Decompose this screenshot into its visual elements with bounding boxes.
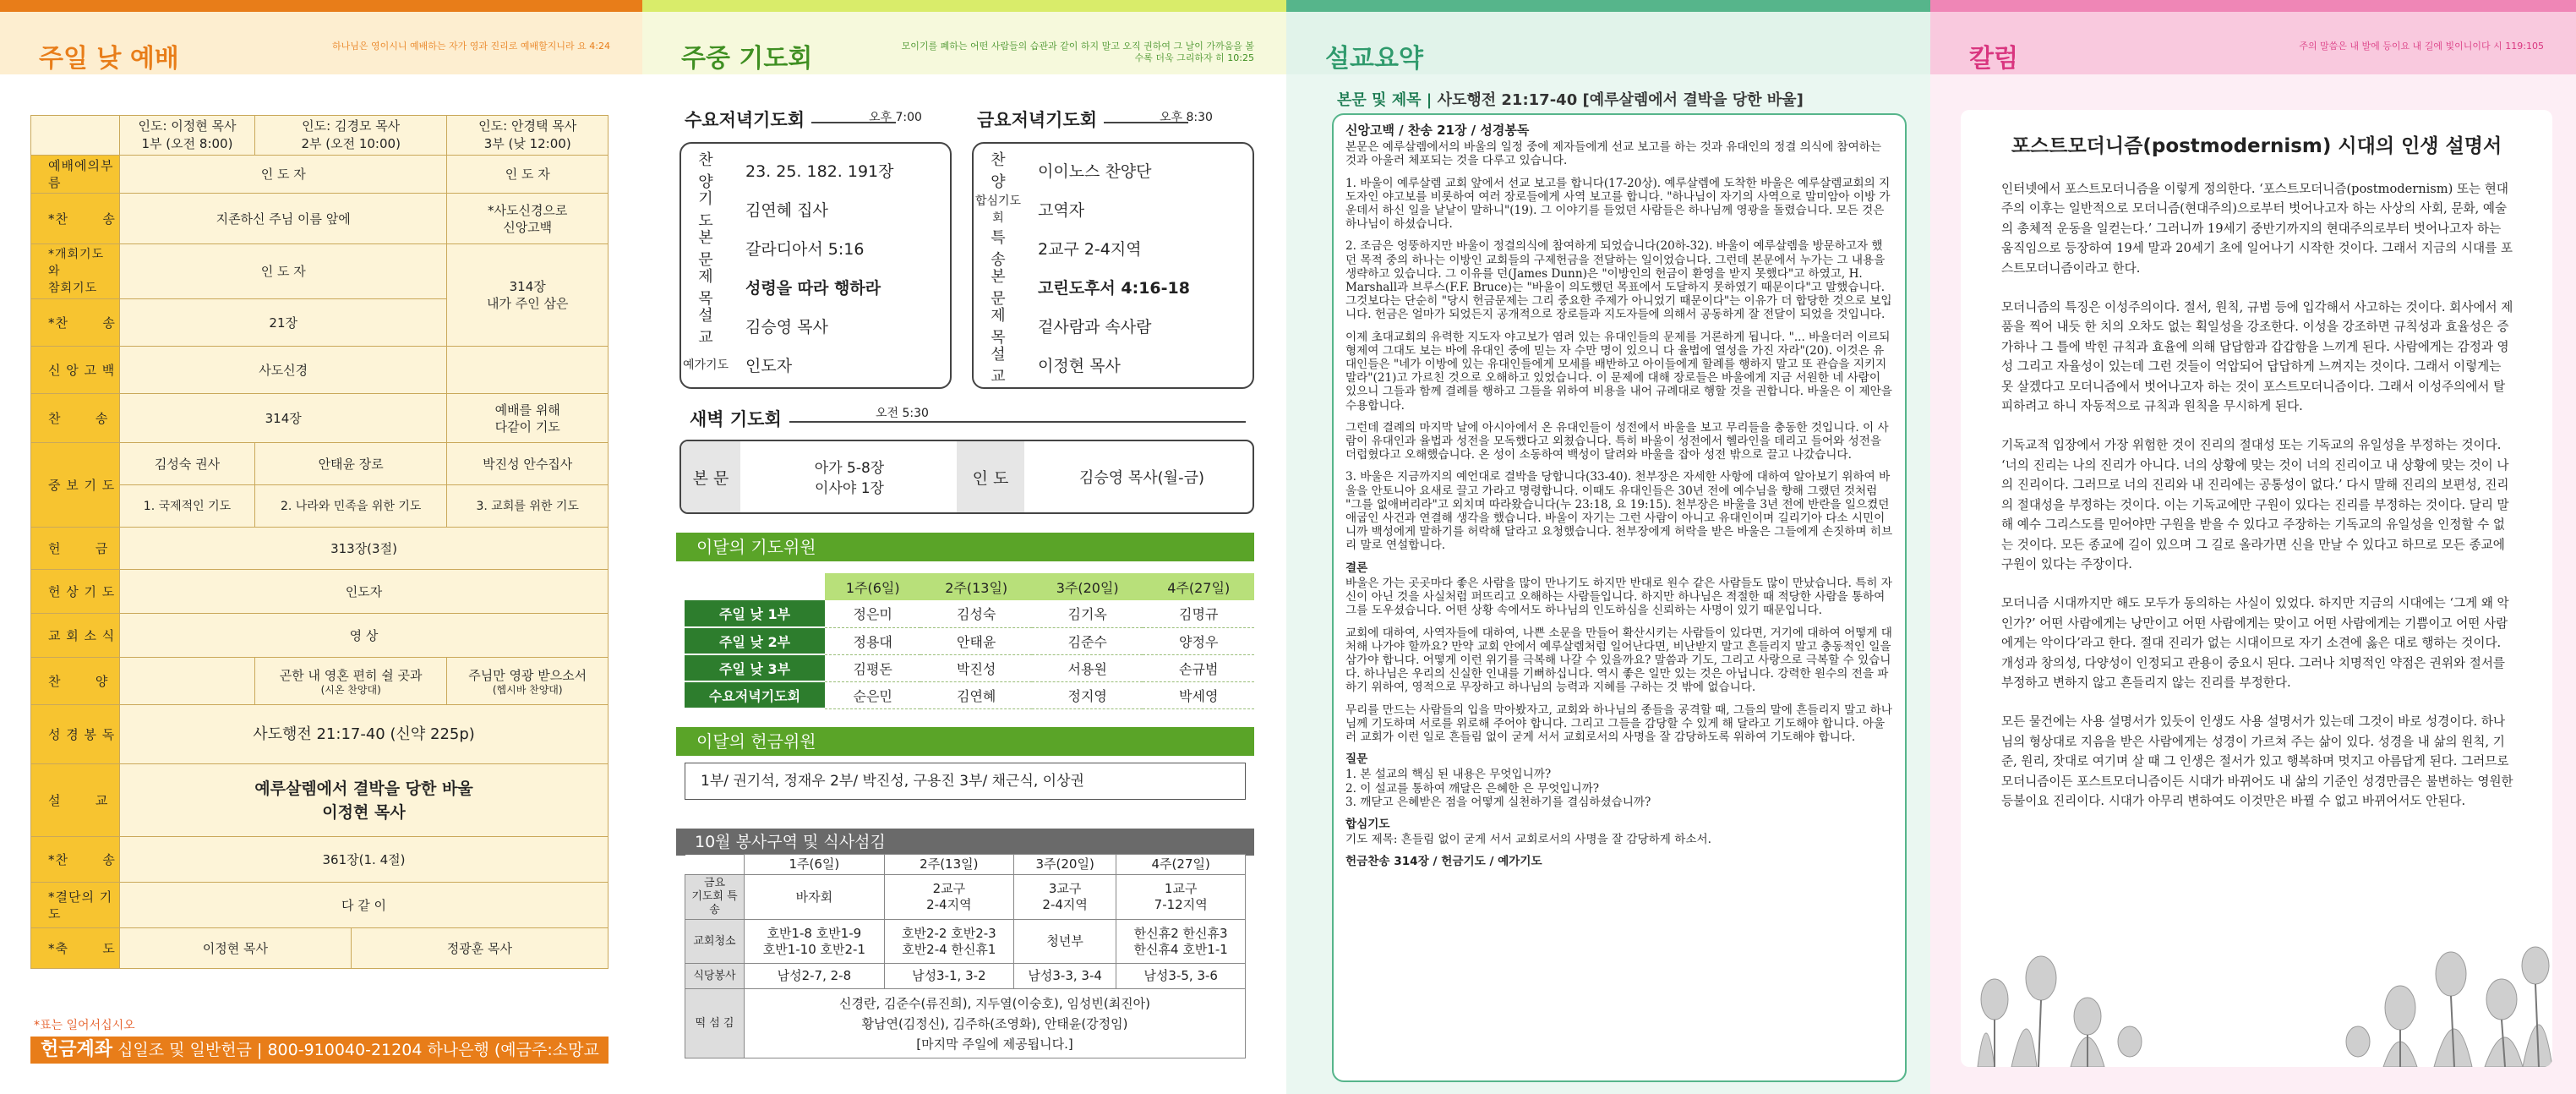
schedule-value: 성령을 따라 행하라 bbox=[745, 278, 881, 298]
schedule-key: 특 송 bbox=[991, 229, 1016, 269]
duty-label: 금요 기도회 특송 bbox=[685, 875, 745, 920]
person: 안태윤 bbox=[920, 627, 1032, 654]
order-label: 신 앙 고 백 bbox=[31, 347, 120, 394]
order-value: 21장 bbox=[120, 299, 447, 347]
duty-cell: 3교구 2-4지역 bbox=[1013, 875, 1116, 920]
prayer-committee-title: 이달의 기도위원 bbox=[676, 533, 1254, 561]
schedule-row bbox=[974, 306, 1253, 345]
schedule-value: 인도자 bbox=[745, 356, 793, 375]
dawn-leader: 김승영 목사(월-금) bbox=[1079, 469, 1204, 487]
schedule-key: 본 문 bbox=[698, 229, 723, 269]
service-label: 수요저녁기도회 bbox=[685, 681, 825, 708]
person: 김준수 bbox=[1032, 627, 1143, 654]
schedule-key: 제 목 bbox=[698, 268, 723, 308]
worship-header bbox=[0, 12, 642, 74]
order-label: 중 보 기 도 bbox=[31, 443, 120, 528]
order-label: 예배에의부름 bbox=[31, 156, 120, 194]
sermon-paragraph: 결론 bbox=[1345, 561, 1368, 575]
week-head: 1주(6일) bbox=[745, 855, 885, 875]
duty-label: 떡 섬 김 bbox=[685, 989, 745, 1058]
column-subtitle: 주의 말씀은 내 발에 등이요 내 길에 빛이니이다 시 119:105 bbox=[2299, 41, 2544, 52]
week-head: 4주(27일) bbox=[1143, 573, 1254, 600]
sermon-paragraph: 1. 본 설교의 핵심 된 내용은 무엇입니까? 2. 이 설교를 통하여 깨달은 은혜한 은 무엇입니까? 3. 깨닫고 은혜받은 점을 어떻게 실천하기를 결심하셨습니까? bbox=[1345, 768, 1651, 809]
order-value: 사도신경 bbox=[120, 347, 447, 394]
column-page bbox=[1930, 0, 2576, 1094]
schedule-value: 갈라디아서 5:16 bbox=[745, 239, 865, 259]
week-head: 4주(27일) bbox=[1116, 855, 1246, 875]
worship-order-table bbox=[30, 115, 609, 969]
worship-title: 주일 낮 예배 bbox=[39, 44, 179, 74]
duty-cell: 1교구 7-12지역 bbox=[1116, 875, 1246, 920]
person: 정지영 bbox=[1032, 681, 1143, 708]
schedule-row bbox=[681, 189, 950, 228]
schedule-row bbox=[974, 267, 1253, 306]
order-label: 헌 상 기 도 bbox=[31, 570, 120, 614]
schedule-value: 23. 25. 182. 191장 bbox=[745, 161, 894, 181]
order-value: 지존하신 주님 이름 앞에 bbox=[120, 194, 447, 244]
sermon-paragraph: 이제 초대교회의 유력한 지도자 야고보가 염려 있는 유대인들의 문제를 거론하게 됩니다. "... 바울더러 이르되 형제여 그대도 보는 바에 유대인 중에 믿는 자 수만 명이 있으니 다 율법에 열성을 가진 자라"(20). 이것은 유대인들은 "네가 이방에 있는 유대인들에게 모세를 배반하고 아이들에게 할례를 행하지 말고 또 관습을 지키지 말라"(21)고 가르친 것으로 오해하고 있었습니다. 이 문제에 대해 장로들은 바울에게 지금 서원한 네 사람이 있으니 그들과 함께 결례를 행하고 그들을 위하여 비용을 내어 규례대로 행할 것을 권합니다. 바울은 이 제안을 수용합니다. bbox=[1345, 330, 1892, 413]
weekday-prayer-page bbox=[642, 0, 1286, 1094]
person: 김평돈 bbox=[825, 654, 920, 681]
dawn-box bbox=[679, 440, 1254, 514]
person: 정은미 bbox=[825, 600, 920, 627]
person: 김명규 bbox=[1143, 600, 1254, 627]
sermon-paragraph: 3. 바울은 지금까지의 예언대로 결박을 당합니다(33-40). 천부장은 자세한 사항에 대하여 알아보기 위하여 바울을 안토니아 요새로 끌고 가라고 명령합니다. 이때도 유대인들은 30년 전에 예수님을 향해 그랬던 것처럼 "그를 없애버리라"고 외치며 따라왔습니다(누 23:18, 요 19:15). 천부장은 바울을 3년 전에 반란을 일으켰던 애굽인 사건과 연결해 생각을 했습니다. 바울이 자기는 그런 사람이 아니고 유대인이며 길리기아 다소 시민이니까 백성에게 말하기를 허락해 달라고 요청했습니다. 천부장에게 허락을 받은 바울은 그들에게 손짓하며 히브리 말로 연설합니다. bbox=[1345, 470, 1893, 553]
article-paragraph: 기독교적 입장에서 가장 위험한 것이 진리의 절대성 또는 기독교의 유일성을 부정하는 것이다. ‘너의 진리는 나의 진리가 아니다. 너의 상황에 맞는 것이 너의 진리이고 내 상황에 맞는 것이 나의 진리이다. 그러므로 너의 진리와 내 진리에는 공통성이 없다.’ 다시 말해 진리의 보편성, 진리의 절대성을 부정하는 것이다. 이는 기독교에만 구원이 있다는 진리를 부정하는 것이다. 달리 말해 예수 그리스도를 믿어야만 구원을 받을 수 있다고 주장하는 기독교의 유일성을 인정할 수 없는 것이다. 모든 종교에 길이 있으며 그 길로 올라가면 신을 만날 수 있다고 하므로 모든 종교에 구원이 있다는 주장이다. bbox=[2001, 438, 2509, 572]
order-label: 헌 금 bbox=[31, 528, 120, 570]
service-label: 주일 낮 3부 bbox=[685, 654, 825, 681]
schedule-key: 기 도 bbox=[698, 190, 723, 230]
duty-cell: 남성3-3, 3-4 bbox=[1013, 964, 1116, 989]
dawn-text-label: 본 문 bbox=[681, 441, 740, 514]
fri-title: 금요저녁기도회 bbox=[977, 110, 1098, 130]
scripture-reading: 사도행전 21:17-40 (신약 225p) bbox=[120, 705, 609, 764]
person: 정용대 bbox=[825, 627, 920, 654]
sermon-preacher: 이정현 목사 bbox=[322, 802, 406, 822]
order-value: 361장(1. 4절) bbox=[120, 837, 609, 883]
scripture-line: 본문 및 제목 | 사도행전 21:17-40 [예루살렘에서 결박을 당한 바울] bbox=[1337, 91, 1804, 109]
duty-cell: 한신휴2 한신휴3 한신휴4 호반1-1 bbox=[1116, 920, 1246, 964]
schedule-row bbox=[681, 228, 950, 267]
order-value: 인 도 자 bbox=[120, 244, 447, 299]
schedule-value: 김승영 목사 bbox=[745, 317, 828, 336]
schedule-key: 설 교 bbox=[991, 346, 1016, 386]
order-label: *결단의 기도 bbox=[31, 883, 120, 928]
schedule-value: 고역자 bbox=[1038, 200, 1085, 220]
wed-box bbox=[679, 142, 952, 389]
schedule-key: 설 교 bbox=[698, 307, 723, 347]
order-value: 정광훈 목사 bbox=[351, 928, 608, 969]
person: 박진성 bbox=[920, 654, 1032, 681]
service-schedule-table bbox=[685, 854, 1246, 1058]
sermon-body bbox=[1345, 140, 1893, 868]
article-body bbox=[2001, 179, 2513, 830]
service-schedule-title: 10월 봉사구역 및 식사섬김 bbox=[676, 829, 1254, 856]
order-label: *축 도 bbox=[31, 928, 120, 969]
schedule-row bbox=[974, 228, 1253, 267]
sermon-paragraph: 무리를 만드는 사람들의 입을 막아봤자고, 교회와 하나님의 종들을 공격할 때, 그들의 말에 흔들리지 말고 하나님께 기도하며 서로를 위로해 주어야 합니다. 그리고 그들을 감당할 수 있게 해 달라고 기도해야 합니다. 아울러 교회가 이런 일로 흔들림 없이 굳게 서서 교회로서의 사명을 잘 감당하도록 위하여 기도해야 합니다. bbox=[1345, 703, 1892, 744]
stand-note: *표는 일어서십시오 bbox=[34, 1019, 135, 1032]
sermon-summary-title: 설교요약 bbox=[1325, 44, 1423, 74]
account-text: 십일조 및 일반헌금 | 800-910040-21204 하나은행 (예금주:소망교회) bbox=[41, 1041, 599, 1086]
order-label: 찬 송 bbox=[31, 394, 120, 443]
duty-cell: 호반1-8 호반1-9 호반1-10 호반2-1 bbox=[745, 920, 885, 964]
fri-time: 오후 8:30 bbox=[1160, 111, 1213, 124]
order-label: 성 경 봉 독 bbox=[31, 705, 120, 764]
duty-cell: 호반2-2 호반2-3 호반2-4 한신휴1 bbox=[884, 920, 1013, 964]
intro-heading: 신앙고백 / 찬송 21장 / 성경봉독 bbox=[1345, 123, 1530, 138]
account-label: 헌금계좌 bbox=[41, 1039, 113, 1060]
person: 김기옥 bbox=[1032, 600, 1143, 627]
order-value: 다 같 이 bbox=[120, 883, 609, 928]
sermon-header bbox=[1286, 12, 1930, 74]
sermon-paragraph: 2. 조금은 엉뚱하지만 바울이 정결의식에 참여하게 되었습니다(20하-32). 바울이 예루살렘을 방문하고자 했던 목적 중의 하나는 이방인 교회들의 구제헌금을 전달하는 일이었습니다. 그런데 본문에서 누가는 그 내용을 생략하고 있습니다. 그 이유를 던(James Dunn)은 "이방인의 헌금이 환영을 받지 못했다"고 하였고, H. Marshall과 브루스(F.F. Bruce)는 "바울이 의도했던 목표에서 도달하지 못하였기 때문이다"고 말했습니다. 그것보다는 단순히 "당시 헌금문제는 그리 중요한 주제가 아니었기 때문이다"는 이유가 더 합당한 것으로 보입니다. 헌금은 얼마가 되었든지 공개적으로 장로들과 지도자들에 의해서 공동하게 잘 전달이 되었을 것입니다. bbox=[1345, 239, 1892, 322]
sermon bbox=[120, 764, 609, 837]
prayer-committee-table bbox=[685, 573, 1254, 709]
worship-subtitle: 하나님은 영이시니 예배하는 자가 영과 진리로 예배할지니라 요 4:24 bbox=[332, 41, 610, 52]
offering-committee-title: 이달의 헌금위원 bbox=[676, 727, 1254, 756]
schedule-row bbox=[974, 345, 1253, 384]
choir-2: 주님만 영광 받으소서 (헵시바 찬양대) bbox=[447, 658, 609, 705]
person: 순은민 bbox=[825, 681, 920, 708]
person: 손규범 bbox=[1143, 654, 1254, 681]
service-2-head: 인도: 김경모 목사 2부 (오전 10:00) bbox=[254, 116, 446, 156]
sermon-paragraph: 1. 바울이 예루살렘 교회 앞에서 선교 보고를 합니다(17-20상). 예루살렘에 도착한 바울은 예루살렘교회의 지도자인 야고보를 비롯하여 여러 장로들에게 사역 보고를 합니다. "하나님이 자기의 사역으로 말미암아 이방 가운데서 하신 일을 낱낱이 말하니"(19). 그 이야기를 들었던 사람들은 하나님께 영광을 돌렸습니다. 모든 것은 하나님이 하셨습니다. bbox=[1345, 176, 1891, 232]
week-head: 2주(13일) bbox=[884, 855, 1013, 875]
order-value: 인도자 bbox=[120, 570, 609, 614]
dawn-time: 오전 5:30 bbox=[870, 404, 934, 421]
schedule-row bbox=[681, 267, 950, 306]
schedule-row bbox=[681, 345, 950, 384]
scripture-ref: 사도행전 21:17-40 [예루살렘에서 결박을 당한 바울] bbox=[1437, 91, 1804, 109]
order-label: 설 교 bbox=[31, 764, 120, 837]
service-3-head: 인도: 안경택 목사 3부 (낮 12:00) bbox=[447, 116, 609, 156]
schedule-value: 2교구 2-4지역 bbox=[1038, 239, 1142, 259]
sermon-paragraph: 합심기도 bbox=[1345, 817, 1390, 831]
service-label: 주일 낮 2부 bbox=[685, 627, 825, 654]
prayer-title: 주중 기도회 bbox=[681, 44, 813, 74]
prayer-subtitle: 모이기를 폐하는 어떤 사람들의 습관과 같이 하지 말고 오직 권하여 그 날이 가까움을 볼수록 더욱 그리하자 히 10:25 bbox=[901, 41, 1254, 63]
order-value: 예배를 위해 다같이 기도 bbox=[447, 394, 609, 443]
schedule-key: 찬 양 bbox=[991, 151, 1016, 191]
worship-page bbox=[0, 0, 642, 1094]
duty-cell: 바자회 bbox=[745, 875, 885, 920]
dawn-title: 새벽 기도회 bbox=[690, 409, 782, 429]
order-value: *사도신경으로 신앙고백 bbox=[447, 194, 609, 244]
week-head: 2주(13일) bbox=[920, 573, 1032, 600]
duty-label: 교회청소 bbox=[685, 920, 745, 964]
teal-top-bar bbox=[1286, 0, 1930, 12]
order-label: 찬 양 bbox=[31, 658, 120, 705]
week-head: 3주(20일) bbox=[1013, 855, 1116, 875]
sermon-paragraph: 기도 제목: 흔들림 없이 굳게 서서 교회로서의 사명을 잘 감당하게 하소서. bbox=[1345, 833, 1711, 847]
offering-account-bar bbox=[30, 1037, 609, 1086]
rice-cake-donors: 신경란, 김준수(류진희), 지두열(이숭호), 임성빈(최진아) 황남연(김정신), 김주하(조영화), 안태윤(강정임) [마지막 주일에 제공됩니다.] bbox=[745, 989, 1246, 1058]
sermon-paragraph: 헌금찬송 314장 / 헌금기도 / 예가기도 bbox=[1345, 855, 1542, 869]
wed-title: 수요저녁기도회 bbox=[685, 110, 805, 130]
intercession-3: 3. 교회를 위한 기도 bbox=[447, 485, 609, 528]
article-paragraph: 모더니즘의 특징은 이성주의이다. 절서, 원칙, 규범 등에 입각해서 사고하는 것이다. 회사에서 제품을 찍어 내듯 한 치의 오차도 없는 획일성을 강조한다. 이성을 강조하면 규칙성과 효율성은 증가하나 그 틀에 박힌 규칙과 효율에 의해 답답함과 갑갑함을 느끼게 된다. 사람에게는 감정과 영성 그리고 자율성이 있는데 그런 것들이 억압되어 답답하게 느껴지는 것이다. 그래서 이렇게는 못 살겠다고 모더니즘에서 벗어나고자 하는 것이 포스트모더니즘이다. 그래서 이성주의에서 탈피하려고 하니 자동적으로 규칙과 원칙을 무시하게 된다. bbox=[2001, 300, 2513, 414]
schedule-value: 겉사람과 속사람 bbox=[1038, 317, 1152, 336]
sermon-paragraph: 바울은 가는 곳곳마다 좋은 사람을 많이 만나기도 하지만 반대로 원수 같은 사람들도 많이 만났습니다. 특히 자신이 아닌 것을 사실처럼 퍼뜨리고 오해하는 사람들입니다. 하지만 하나님은 적절한 때 적당한 사람을 통하여 그를 도우셨습니다. 어떤 상황 속에서도 하나님의 인도하심을 신뢰하는 사명이 있기 때문입니다. bbox=[1345, 576, 1892, 618]
sermon-summary-page bbox=[1286, 0, 1930, 1094]
order-value: 314장 bbox=[120, 394, 447, 443]
article-paragraph: 인터넷에서 포스트모더니즘을 이렇게 정의한다. ‘포스트모더니즘(postmodernism) 또는 현대주의 이후는 일반적으로 모더니즘(현대주의)으로부터 벗어나고자 하는 사상의 사회, 문화, 예술의 총체적 운동을 일컫는다.’ 그러니까 19세기 중반기까지의 현대주의로부터 벗어나고자 하는 움직임으로 등장하여 19세 말과 20세기 초에 일어나기 시작한 것이다. 그래서 지금의 시대를 포스트모더니즘이라고 한다. bbox=[2001, 182, 2513, 276]
schedule-key: 찬 양 bbox=[698, 151, 723, 191]
schedule-key: 예가기도 bbox=[682, 358, 729, 372]
pink-top-bar bbox=[1930, 0, 2576, 12]
duty-cell: 남성3-1, 3-2 bbox=[884, 964, 1013, 989]
schedule-row bbox=[974, 150, 1253, 189]
order-value: 313장(3절) bbox=[120, 528, 609, 570]
week-head: 1주(6일) bbox=[825, 573, 920, 600]
duty-cell: 남성2-7, 2-8 bbox=[745, 964, 885, 989]
schedule-key: 본 문 bbox=[991, 268, 1016, 308]
order-value: 인 도 자 bbox=[447, 156, 609, 194]
duty-label: 식당봉사 bbox=[685, 964, 745, 989]
order-label: *찬 송 bbox=[31, 837, 120, 883]
dawn-leader-label: 인 도 bbox=[957, 441, 1024, 514]
prayer-header bbox=[642, 12, 1286, 74]
intercessor-2: 안태윤 장로 bbox=[254, 443, 446, 485]
intercession-2: 2. 나라와 민족을 위한 기도 bbox=[254, 485, 446, 528]
order-value: 314장 내가 주인 삼은 bbox=[447, 244, 609, 347]
choir-1: 곤한 내 영혼 편히 쉴 곳과 (시온 찬양대) bbox=[254, 658, 446, 705]
week-head: 3주(20일) bbox=[1032, 573, 1143, 600]
column-title: 칼럼 bbox=[1969, 44, 2018, 74]
dawn-text: 아가 5-8장 이사야 1장 bbox=[814, 460, 885, 497]
person: 서용원 bbox=[1032, 654, 1143, 681]
schedule-value: 김연혜 집사 bbox=[745, 200, 828, 220]
intercessor-3: 박진성 안수집사 bbox=[447, 443, 609, 485]
order-value: 영 상 bbox=[120, 614, 609, 658]
intercessor-1: 김성숙 권사 bbox=[120, 443, 255, 485]
person: 김성숙 bbox=[920, 600, 1032, 627]
order-value: 인 도 자 bbox=[120, 156, 447, 194]
order-label: *개회기도와 참회기도 bbox=[31, 244, 120, 299]
article-paragraph: 모든 물건에는 사용 설명서가 있듯이 인생도 사용 설명서가 있는데 그것이 바로 성경이다. 하나님의 형상대로 지음을 받은 사람에게는 성경이 가르쳐 주는 삶이 있다. 성경을 내 삶의 원칙, 기준, 원리, 잣대로 여기며 살 때 그 인생은 절서가 있고 행복하며 멋지고 아름답게 된다. 그러므로 모더니즘이든 포스트모더니즘이든 시대가 바뀌어도 내 삶의 기준인 성경만큼은 불변하는 영원한 등불이요 진리이다. 시대가 아무리 변하여도 이것만은 바뀔 수 없고 바뀌어서도 안된다. bbox=[2001, 714, 2513, 808]
person: 김연혜 bbox=[920, 681, 1032, 708]
article-paragraph: 모더니즘 시대까지만 해도 모두가 동의하는 사실이 있었다. 하지만 지금의 시대에는 ‘그게 왜 악인가?’ 어떤 사람에게는 낭만이고 어떤 사람에게는 맞이고 어떤 사람에게는 기쁨이고 어떤 사람에게는 악이다’라고 한다. 절대 진리가 없는 시대이므로 자기 소견에 옳은 대로 행하는 것이다. 개성과 창의성, 다양성이 인정되고 관용이 중요시 된다. 그러나 치명적인 약점은 권위와 절서를 부정하고 변하지 않고 흔들리지 않는 진리를 부정한다. bbox=[2001, 596, 2509, 690]
service-1-head: 인도: 이정현 목사 1부 (오전 8:00) bbox=[120, 116, 255, 156]
sermon-paragraph: 본문은 예루살렘에서의 바울의 일정 중에 제자들에게 선교 보고를 하는 것과 유대인의 정결 의식에 참여하는 것과 아울러 체포되는 것을 다루고 있습니다. bbox=[1345, 140, 1881, 168]
schedule-value: 고린도후서 4:16-18 bbox=[1038, 278, 1190, 298]
sermon-paragraph: 질문 bbox=[1345, 752, 1368, 767]
column-header bbox=[1930, 12, 2576, 74]
duty-cell: 2교구 2-4지역 bbox=[884, 875, 1013, 920]
intercession-1: 1. 국제적인 기도 bbox=[120, 485, 255, 528]
article-title: 포스트모더니즘(postmodernism) 시대의 인생 설명서 bbox=[2011, 135, 2502, 157]
column-article bbox=[1961, 110, 2552, 1067]
tulip-illustration bbox=[1961, 898, 2552, 1067]
sermon-title: 예루살렘에서 결박을 당한 바울 bbox=[254, 779, 473, 798]
schedule-key: 제 목 bbox=[991, 307, 1016, 347]
schedule-row bbox=[974, 189, 1253, 228]
schedule-row bbox=[681, 150, 950, 189]
orange-top-bar bbox=[0, 0, 642, 12]
wed-time: 오후 7:00 bbox=[869, 111, 922, 124]
order-label: *찬 송 bbox=[31, 194, 120, 244]
person: 박세영 bbox=[1143, 681, 1254, 708]
lime-top-bar bbox=[642, 0, 1286, 12]
schedule-value: 이이노스 찬양단 bbox=[1038, 161, 1152, 181]
duty-cell: 남성3-5, 3-6 bbox=[1116, 964, 1246, 989]
order-label: *찬 송 bbox=[31, 299, 120, 347]
offering-committee: 1부/ 권기석, 정재우 2부/ 박진성, 구용진 3부/ 채근식, 이상권 bbox=[685, 763, 1246, 800]
sermon-paragraph: 그런데 결례의 마지막 날에 아시아에서 온 유대인들이 성전에서 바울을 보고 무리들을 충동한 것입니다. 이 사람이 유대인과 율법과 성전을 모독했다고 외쳤습니다. 특히 바울이 성전에서 헬라인을 데리고 들어와 성전을 더럽혔다고 오해했습니다. 온 성이 소동하여 백성이 달려와 바울을 잡아 성전 밖으로 끌고 나갔습니다. bbox=[1345, 420, 1889, 462]
order-label: 교 회 소 식 bbox=[31, 614, 120, 658]
order-value: 이정현 목사 bbox=[120, 928, 352, 969]
schedule-value: 이정현 목사 bbox=[1038, 356, 1121, 375]
schedule-key: 합심기도회 bbox=[974, 194, 1022, 225]
fri-box bbox=[972, 142, 1254, 389]
person: 양정우 bbox=[1143, 627, 1254, 654]
schedule-row bbox=[681, 306, 950, 345]
sermon-summary-box bbox=[1332, 113, 1907, 1082]
service-label: 주일 낮 1부 bbox=[685, 600, 825, 627]
duty-cell: 청년부 bbox=[1013, 920, 1116, 964]
sermon-paragraph: 교회에 대하여, 사역자들에 대하여, 나쁜 소문을 만들어 확산시키는 사람들이 있다면, 거기에 대하여 어떻게 대처해 나가야 할까요? 만약 교회 안에서 예루살렘처럼 일어난다면, 비난받지 말고 흔들리지 말고 충동적인 일을 삼가야 합니다. 어떻게 이런 위기를 극복해 나갈 수 있을까요? 말씀과 기도, 그리고 사랑으로 극복할 수 있습니다. 하나님은 우리의 신실한 인내를 기뻐하십니다. 역시 좋은 일만 있는 것은 아닙니다. 강력한 원수의 전을 파하기 위하여, 영적으로 무장하고 하나님의 능력과 지혜를 구하는 것 밖에 없습니다. bbox=[1345, 626, 1892, 695]
